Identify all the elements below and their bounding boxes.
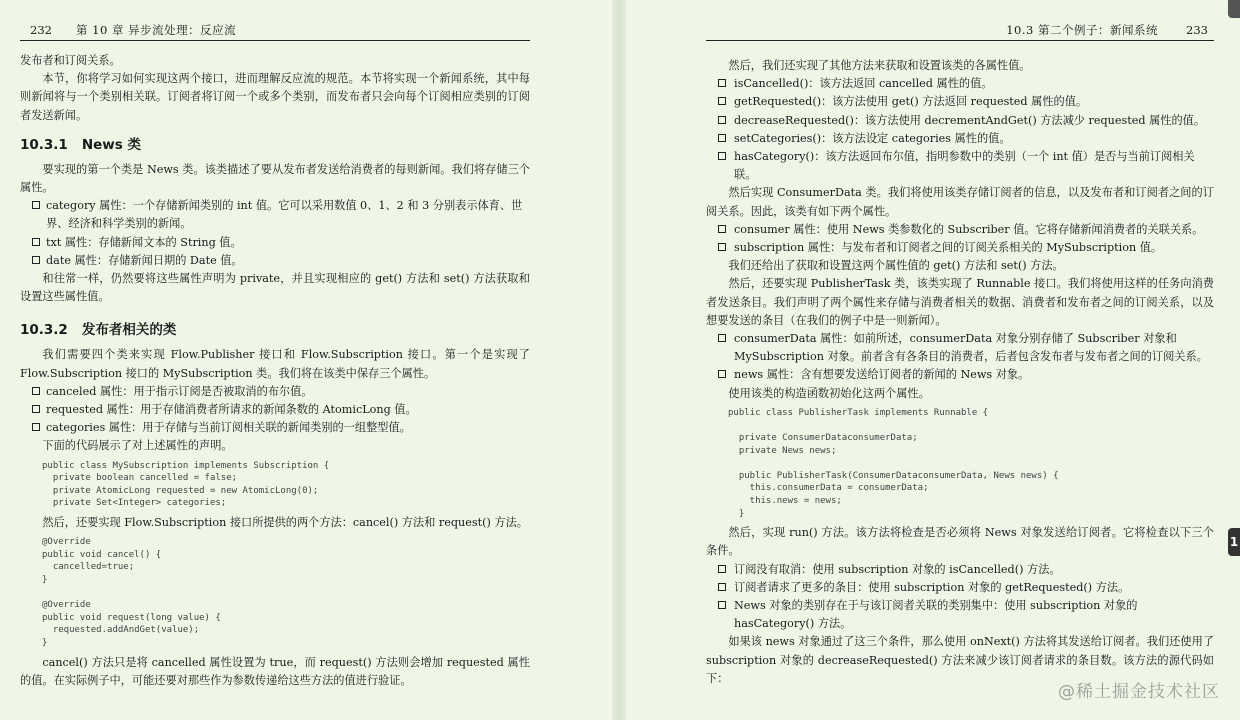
- checkbox-bullet-icon: [32, 201, 40, 209]
- section-number: 10.3.2: [20, 322, 68, 339]
- bullet-item: canceled 属性：用于指示订阅是否被取消的布尔值。: [20, 383, 530, 401]
- intro-paragraph-2: 本节，你将学习如何实现这两个接口，进而理解反应流的规范。本节将实现一个新闻系统，其中每则新闻将与一个类别相关联。订阅者将订阅一个或多个类别，而发布者只会向每个订阅相应类别的订阅者发送新闻。: [20, 72, 530, 122]
- bullet-item: getRequested()：该方法使用 get() 方法返回 requested 属性的值。: [706, 93, 1214, 111]
- paragraph: 然后，实现 run() 方法。该方法将检查是否必须将 News 对象发送给订阅者。它将检查以下三个条件。: [706, 526, 1214, 558]
- bullet-item: consumerData 属性：如前所述，consumerData 对象分别存储了 Subscriber 对象和 MySubscription 对象。前者含有各条目的消费者，后者包含发布者与发布者之间的订阅关系。: [706, 330, 1214, 366]
- bullet-item: date 属性：存储新闻日期的 Date 值。: [20, 252, 530, 270]
- paragraph: 我们需要四个类来实现 Flow.Publisher 接口和 Flow.Subscription 接口。第一个是实现了 Flow.Subscription 接口的 MySubscription 类。我们将在该类中保存三个属性。: [20, 348, 530, 380]
- code-block-publishertask: public class PublisherTask implements Runnable { private ConsumerDataconsumerData; private News news; public PublisherTask(ConsumerDataconsumerData, News news) { this.consumerData = consumerData; this.news = news; }: [728, 407, 1059, 519]
- left-page-content: [20, 52, 530, 690]
- bullet-item: decreaseRequested()：该方法使用 decrementAndGet() 方法减少 requested 属性的值。: [706, 112, 1214, 130]
- bullet-item: isCancelled()：该方法返回 cancelled 属性的值。: [706, 75, 1214, 93]
- paragraph: 使用该类的构造函数初始化这两个属性。: [728, 386, 930, 400]
- checkbox-bullet-icon: [718, 243, 726, 251]
- bullet-item: News 对象的类别存在于与该订阅者关联的类别集中：使用 subscription 对象的 hasCategory() 方法。: [706, 597, 1214, 633]
- checkbox-bullet-icon: [718, 225, 726, 233]
- checkbox-bullet-icon: [32, 387, 40, 395]
- section-heading-10-3-2: [20, 320, 530, 340]
- watermark: @稀土掘金技术社区: [1058, 682, 1220, 702]
- paragraph: 要实现的第一个类是 News 类。该类描述了要从发布者发送给消费者的每则新闻。我们将存储三个属性。: [20, 162, 530, 195]
- bullet-item: subscription 属性：与发布者和订阅者之间的订阅关系相关的 MySubscription 值。: [706, 239, 1214, 257]
- checkbox-bullet-icon: [718, 97, 726, 105]
- edge-marker: [1228, 0, 1240, 18]
- checkbox-bullet-icon: [32, 423, 40, 431]
- right-page-number: 233: [1186, 23, 1208, 37]
- bullet-item: categories 属性：用于存储与当前订阅相关联的新闻类别的一组整型值。: [20, 419, 530, 437]
- paragraph: 然后实现 ConsumerData 类。我们将使用该类存储订阅者的信息，以及发布者和订阅者之间的订阅关系。因此，该类有如下两个属性。: [706, 186, 1214, 218]
- paragraph: 和往常一样，仍然要将这些属性声明为 private，并且实现相应的 get() 方法和 set() 方法获取和设置这些属性值。: [20, 272, 530, 304]
- checkbox-bullet-icon: [718, 79, 726, 87]
- section-heading-10-3-1: [20, 135, 530, 155]
- bullet-item: news 属性：含有想要发送给订阅者的新闻的 News 对象。: [706, 366, 1214, 384]
- paragraph: 下面的代码展示了对上述属性的声明。: [42, 439, 233, 453]
- paragraph: 然后，还要实现 PublisherTask 类，该类实现了 Runnable 接口。我们将使用这样的任务向消费者发送条目。我们声明了两个属性来存储与消费者相关的数据、消费者和发布者之间的订阅关系，以及想要发送的条目（在我们的例子中是一则新闻）。: [706, 277, 1214, 327]
- paragraph: 然后，我们还实现了其他方法来获取和设置该类的各属性值。: [728, 59, 1031, 72]
- right-page-content: [706, 57, 1214, 688]
- bullet-item: requested 属性：用于存储消费者所请求的新闻条数的 AtomicLong 值。: [20, 401, 530, 419]
- checkbox-bullet-icon: [718, 565, 726, 573]
- checkbox-bullet-icon: [32, 256, 40, 264]
- section-number: 10.3.1: [20, 136, 68, 153]
- checkbox-bullet-icon: [718, 370, 726, 378]
- bullet-item: txt 属性：存储新闻文本的 String 值。: [20, 234, 530, 252]
- checkbox-bullet-icon: [32, 238, 40, 246]
- bullet-item: hasCategory()：该方法返回布尔值，指明参数中的类别（一个 int 值）是否与当前订阅相关联。: [706, 148, 1214, 184]
- checkbox-bullet-icon: [718, 152, 726, 160]
- code-block-mysubscription: public class MySubscription implements Subscription { private boolean cancelled = false; private AtomicLong requested = new AtomicLong(0); private Set<Integer> categories;: [42, 460, 330, 509]
- bullet-item: 订阅没有取消：使用 subscription 对象的 isCancelled() 方法。: [706, 561, 1214, 579]
- left-page-header: [20, 22, 530, 41]
- right-running-title: 10.3 第二个例子：新闻系统: [1006, 23, 1158, 37]
- bullet-item: category 属性：一个存储新闻类别的 int 值。它可以采用数值 0、1、2 和 3 分别表示体育、世界、经济和科学类别的新闻。: [20, 197, 530, 233]
- bullet-item: 订阅者请求了更多的条目：使用 subscription 对象的 getRequested() 方法。: [706, 579, 1214, 597]
- left-running-title: 第 10 章 异步流处理：反应流: [76, 23, 237, 37]
- section-title: 发布者相关的类: [81, 322, 177, 339]
- code-block-cancel-request: @Override public void cancel() { cancelled=true; } @Override public void request(long value) { requested.addAndGet(value); }: [42, 537, 221, 648]
- checkbox-bullet-icon: [32, 405, 40, 413]
- checkbox-bullet-icon: [718, 134, 726, 142]
- left-page-number: 232: [30, 23, 52, 37]
- paragraph: cancel() 方法只是将 cancelled 属性设置为 true，而 request() 方法则会增加 requested 属性的值。在实际例子中，可能还要对那些作为参数传递给这些方法的值进行验证。: [20, 655, 530, 687]
- paragraph: 我们还给出了获取和设置这两个属性值的 get() 方法和 set() 方法。: [728, 259, 1064, 273]
- section-title: News 类: [81, 136, 142, 153]
- paragraph: 如果该 news 对象通过了这三个条件，那么使用 onNext() 方法将其发送给订阅者。我们还使用了 subscription 对象的 decreaseRequested() 方法来减少该订阅者请求的条目数。该方法的源代码如下：: [706, 635, 1214, 685]
- right-page-header: [706, 22, 1214, 41]
- intro-paragraph-1: 发布者和订阅关系。: [20, 54, 121, 67]
- side-tab[interactable]: 1: [1228, 528, 1240, 556]
- right-page: [620, 0, 1240, 720]
- bullet-item: consumer 属性：使用 News 类参数化的 Subscriber 值。它将存储新闻消费者的关联关系。: [706, 221, 1214, 239]
- paragraph: 然后，还要实现 Flow.Subscription 接口所提供的两个方法：cancel() 方法和 request() 方法。: [42, 516, 528, 530]
- bullet-item: setCategories()：该方法设定 categories 属性的值。: [706, 130, 1214, 148]
- checkbox-bullet-icon: [718, 116, 726, 124]
- checkbox-bullet-icon: [718, 334, 726, 342]
- checkbox-bullet-icon: [718, 583, 726, 591]
- checkbox-bullet-icon: [718, 601, 726, 609]
